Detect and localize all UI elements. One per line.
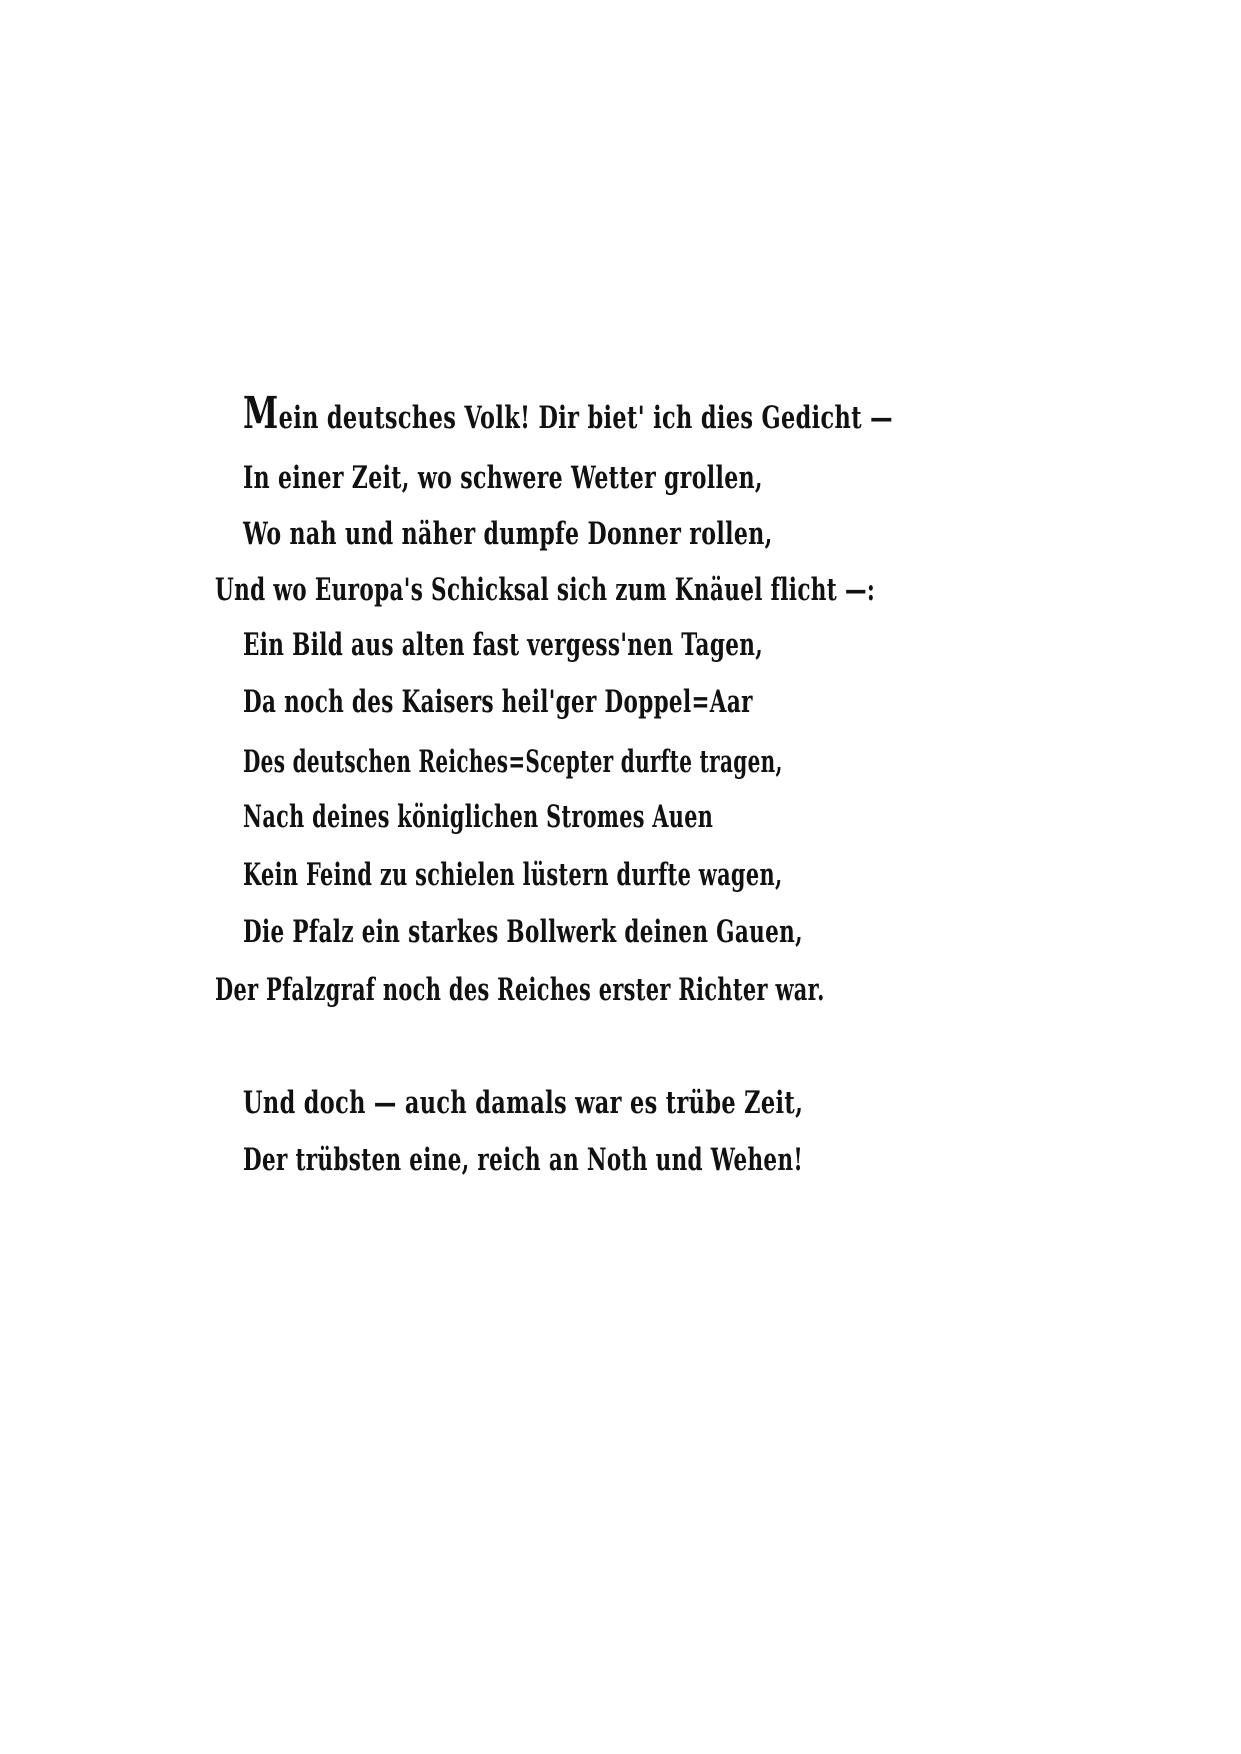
poem-line-2: In einer Zeit, wo schwere Wetter grollen, (243, 460, 763, 496)
poem-line-13: Der trübsten eine, reich an Noth und Wehen! (243, 1142, 804, 1178)
poem-line-4: Und wo Europa's Schicksal sich zum Knäuel flicht —: (215, 572, 876, 608)
poem-line-6: Da noch des Kaisers heil'ger Doppel=Aar (243, 684, 753, 720)
poem-line-12: Und doch — auch damals war es trübe Zeit, (243, 1085, 804, 1121)
poem-line-1 (243, 388, 893, 439)
poem-line-5: Ein Bild aus alten fast vergess'nen Tagen, (243, 627, 764, 663)
poem-line-10: Die Pfalz ein starkes Bollwerk deinen Gauen, (243, 914, 804, 950)
poem-line-3: Wo nah und näher dumpfe Donner rollen, (243, 516, 773, 552)
poem-line-8: Nach deines königlichen Stromes Auen (243, 799, 714, 835)
drop-capital: M (243, 388, 279, 439)
poem-line-1-rest: ein deutsches Volk! Dir biet' ich dies Gedicht — (278, 400, 893, 436)
poem-line-7: Des deutschen Reiches=Scepter durfte tragen, (243, 744, 783, 780)
poem-line-11: Der Pfalzgraf noch des Reiches erster Richter war. (215, 972, 825, 1008)
poem-line-9: Kein Feind zu schielen lüstern durfte wagen, (243, 857, 783, 893)
